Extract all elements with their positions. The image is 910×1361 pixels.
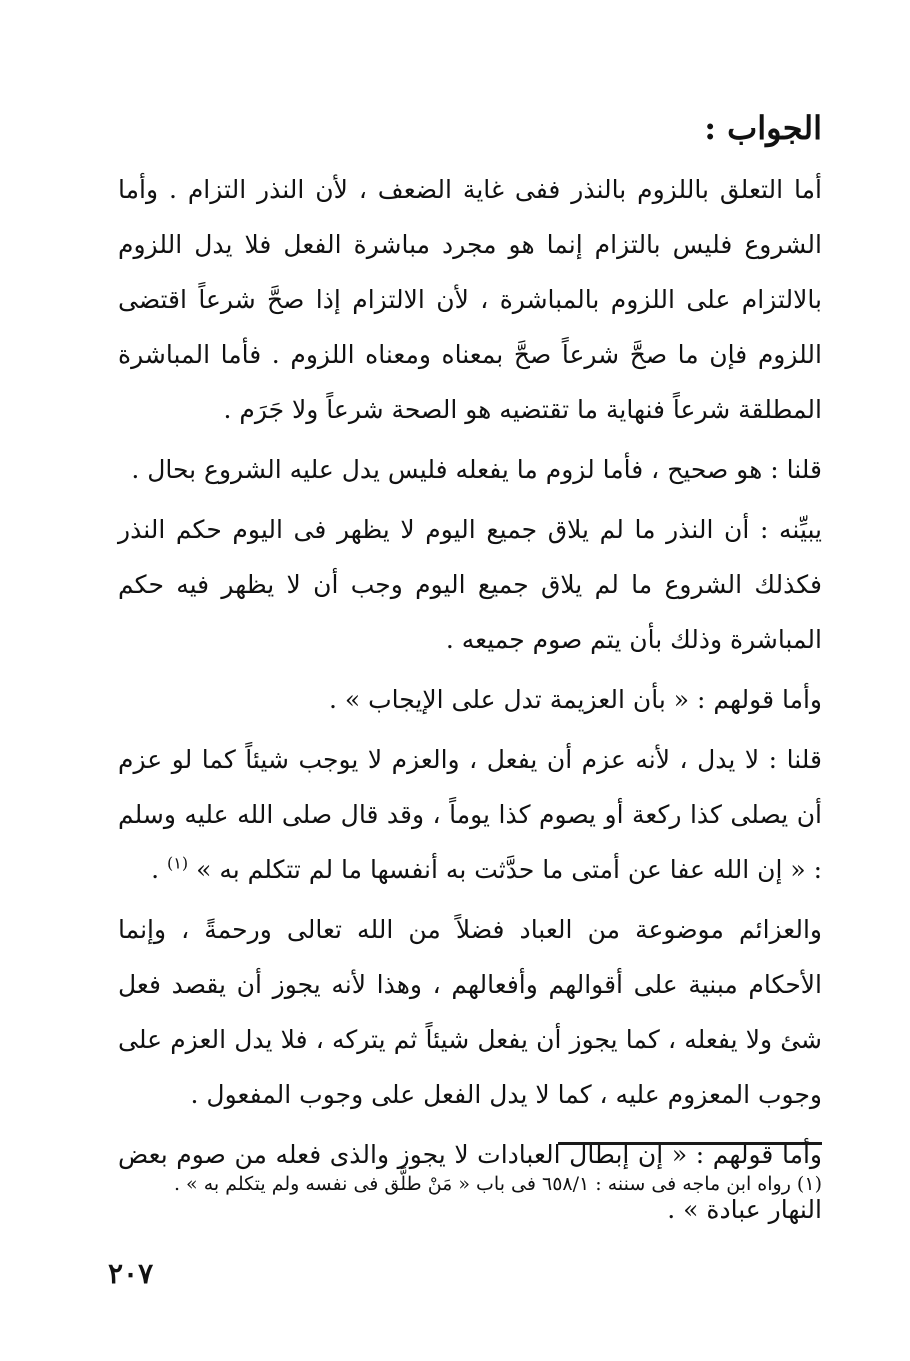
footnote-text: (١) رواه ابن ماجه فى سننه : ٦٥٨/١ فى باب « مَنْ طلَّق فى نفسه ولم يتكلم به » .: [173, 1173, 822, 1195]
paragraph-5-end: .: [151, 855, 168, 884]
section-heading: الجواب :: [704, 109, 822, 147]
paragraph-4: وأما قولهم : « بأن العزيمة تدل على الإيجاب » .: [329, 685, 822, 714]
paragraph-7: وأما قولهم : « إن إبطال العبادات لا يجوز والذى فعله من صوم بعض النهار عبادة » .: [118, 1140, 822, 1224]
paragraph-5: [118, 732, 822, 897]
footnote-reference[interactable]: (١): [167, 853, 189, 873]
paragraph-2: قلنا : هو صحيح ، فأما لزوم ما يفعله فليس يدل عليه الشروع بحال .: [131, 455, 822, 484]
footnote-divider: [558, 1142, 822, 1145]
paragraph-6: والعزائم موضوعة من العباد فضلاً من الله تعالى ورحمةً ، وإنما الأحكام مبنية على أقوالهم وأفعالهم ، وهذا لأنه يجوز أن يقصد فعل شئ ولا يفعله ، كما يجوز أن يفعل شيئاً ثم يتركه ، فلا يدل العزم على وجوب المعزوم عليه ، كما لا يدل الفعل على وجوب المفعول .: [118, 915, 822, 1109]
paragraph-3: يبيِّنه : أن النذر ما لم يلاق جميع اليوم لا يظهر فى اليوم حكم النذر فكذلك الشروع ما لم يلاق جميع اليوم وجب أن لا يظهر فيه حكم المباشرة وذلك بأن يتم صوم جميعه .: [118, 515, 822, 654]
page-body: [118, 104, 822, 1242]
page-number: ٢٠٧: [108, 1257, 154, 1290]
paragraph-1: أما التعلق باللزوم بالنذر ففى غاية الضعف ، لأن النذر التزام . وأما الشروع فليس بالتزام إنما هو مجرد مباشرة الفعل فلا يدل اللزوم بالالتزام على اللزوم بالمباشرة ، لأن الالتزام إذا صحَّ شرعاً اقتضى اللزوم فإن ما صحَّ شرعاً صحَّ بمعناه ومعناه اللزوم . فأما المباشرة المطلقة شرعاً فنهاية ما تقتضيه هو الصحة شرعاً ولا جَرَم .: [118, 175, 822, 424]
paragraph-5-text: قلنا : لا يدل ، لأنه عزم أن يفعل ، والعزم لا يوجب شيئاً كما لو عزم أن يصلى كذا ركعة أو يصوم كذا يوماً ، وقد قال صلى الله عليه وسلم : « إن الله عفا عن أمتى ما حدَّثت به أنفسها ما لم تتكلم به »: [118, 745, 822, 884]
